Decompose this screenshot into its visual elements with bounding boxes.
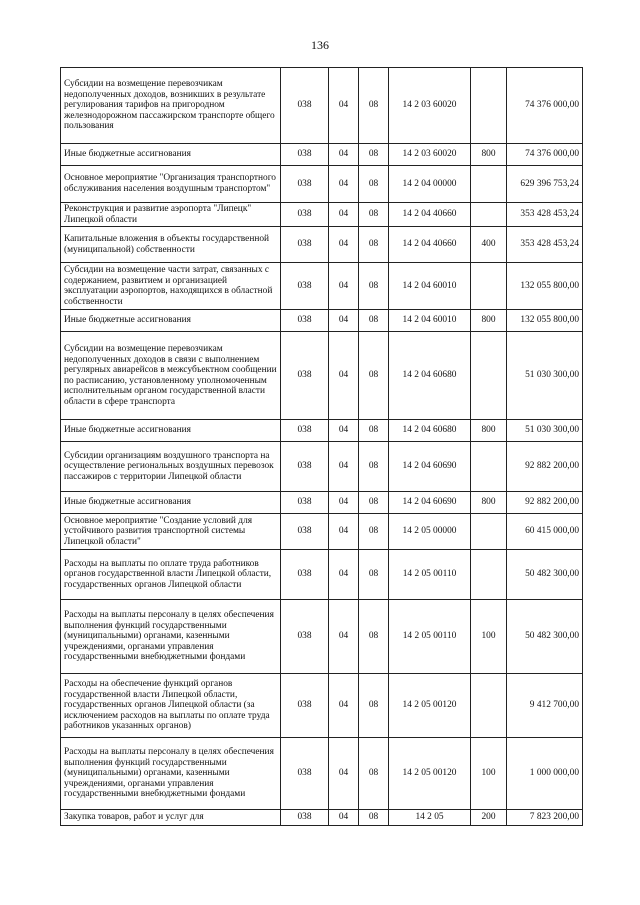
cell-sec: 04 xyxy=(329,514,359,550)
cell-csr: 14 2 05 00110 xyxy=(389,550,471,600)
cell-vr: 800 xyxy=(471,492,507,514)
cell-sum: 353 428 453,24 xyxy=(507,203,583,227)
cell-vr: 800 xyxy=(471,310,507,332)
cell-gr: 038 xyxy=(281,166,329,203)
cell-sum: 74 376 000,00 xyxy=(507,68,583,144)
cell-name: Расходы на обеспечение функций органов государственной власти Липецкой области, государственных органов Липецкой области (за исключением расходов на выплаты по оплате труда работников указанных органов) xyxy=(61,674,281,738)
cell-csr: 14 2 05 xyxy=(389,810,471,826)
cell-vr: 800 xyxy=(471,144,507,166)
cell-gr: 038 xyxy=(281,203,329,227)
cell-name: Иные бюджетные ассигнования xyxy=(61,310,281,332)
cell-sub: 08 xyxy=(359,420,389,442)
cell-csr: 14 2 04 60010 xyxy=(389,263,471,310)
cell-csr: 14 2 04 60680 xyxy=(389,420,471,442)
table-row xyxy=(61,514,583,550)
cell-sub: 08 xyxy=(359,738,389,810)
cell-sec: 04 xyxy=(329,68,359,144)
cell-gr: 038 xyxy=(281,227,329,263)
cell-name: Расходы на выплаты по оплате труда работников органов государственной власти Липецкой области, государственных органов Липецкой области xyxy=(61,550,281,600)
cell-sec: 04 xyxy=(329,263,359,310)
cell-gr: 038 xyxy=(281,263,329,310)
cell-sec: 04 xyxy=(329,492,359,514)
cell-vr xyxy=(471,203,507,227)
cell-gr: 038 xyxy=(281,674,329,738)
cell-gr: 038 xyxy=(281,332,329,420)
cell-name: Субсидии на возмещение части затрат, связанных с содержанием, развитием и организацией эксплуатации аэропортов, находящихся в областной собственности xyxy=(61,263,281,310)
page-number: 136 xyxy=(311,38,329,52)
cell-sec: 04 xyxy=(329,227,359,263)
cell-sum: 132 055 800,00 xyxy=(507,263,583,310)
cell-sub: 08 xyxy=(359,810,389,826)
cell-vr: 800 xyxy=(471,420,507,442)
table-row xyxy=(61,810,583,826)
table-row xyxy=(61,144,583,166)
cell-vr xyxy=(471,442,507,492)
cell-name: Закупка товаров, работ и услуг для xyxy=(61,810,281,826)
cell-csr: 14 2 04 40660 xyxy=(389,227,471,263)
cell-gr: 038 xyxy=(281,442,329,492)
table-row xyxy=(61,420,583,442)
cell-sec: 04 xyxy=(329,810,359,826)
cell-csr: 14 2 05 00110 xyxy=(389,600,471,674)
table-row xyxy=(61,600,583,674)
cell-sum: 629 396 753,24 xyxy=(507,166,583,203)
cell-name: Субсидии организациям воздушного транспорта на осуществление региональных воздушных перевозок пассажиров с территории Липецкой области xyxy=(61,442,281,492)
cell-vr xyxy=(471,332,507,420)
cell-sec: 04 xyxy=(329,332,359,420)
cell-sub: 08 xyxy=(359,600,389,674)
cell-gr: 038 xyxy=(281,144,329,166)
cell-gr: 038 xyxy=(281,738,329,810)
cell-sub: 08 xyxy=(359,203,389,227)
cell-sub: 08 xyxy=(359,68,389,144)
cell-gr: 038 xyxy=(281,550,329,600)
cell-vr xyxy=(471,514,507,550)
cell-sum: 50 482 300,00 xyxy=(507,600,583,674)
cell-sum: 7 823 200,00 xyxy=(507,810,583,826)
cell-sub: 08 xyxy=(359,166,389,203)
cell-sec: 04 xyxy=(329,674,359,738)
cell-sec: 04 xyxy=(329,442,359,492)
cell-csr: 14 2 05 00120 xyxy=(389,674,471,738)
cell-sub: 08 xyxy=(359,550,389,600)
cell-vr: 400 xyxy=(471,227,507,263)
table-row xyxy=(61,674,583,738)
cell-name: Расходы на выплаты персоналу в целях обеспечения выполнения функций государственными (муниципальными) органами, казенными учреждениями, органами управления государственными внебюджетными фондами xyxy=(61,738,281,810)
cell-csr: 14 2 04 60680 xyxy=(389,332,471,420)
table-row xyxy=(61,166,583,203)
table-row xyxy=(61,492,583,514)
cell-gr: 038 xyxy=(281,810,329,826)
cell-name: Субсидии на возмещение перевозчикам недополученных доходов, возникших в результате регулирования тарифов на пригородном железнодорожном пассажирском транспорте общего пользования xyxy=(61,68,281,144)
cell-name: Иные бюджетные ассигнования xyxy=(61,420,281,442)
cell-sum: 60 415 000,00 xyxy=(507,514,583,550)
cell-gr: 038 xyxy=(281,310,329,332)
table-row xyxy=(61,738,583,810)
table-row xyxy=(61,310,583,332)
table-row xyxy=(61,442,583,492)
cell-csr: 14 2 04 60690 xyxy=(389,492,471,514)
cell-name: Реконструкция и развитие аэропорта "Липецк" Липецкой области xyxy=(61,203,281,227)
cell-vr: 200 xyxy=(471,810,507,826)
cell-name: Расходы на выплаты персоналу в целях обеспечения выполнения функций государственными (муниципальными) органами, казенными учреждениями, органами управления государственными внебюджетными фондами xyxy=(61,600,281,674)
cell-sum: 51 030 300,00 xyxy=(507,332,583,420)
cell-sub: 08 xyxy=(359,227,389,263)
cell-sec: 04 xyxy=(329,600,359,674)
budget-table xyxy=(60,67,583,826)
table-row xyxy=(61,68,583,144)
cell-vr: 100 xyxy=(471,738,507,810)
table-row xyxy=(61,203,583,227)
cell-sum: 353 428 453,24 xyxy=(507,227,583,263)
cell-sub: 08 xyxy=(359,674,389,738)
cell-gr: 038 xyxy=(281,492,329,514)
cell-name: Иные бюджетные ассигнования xyxy=(61,144,281,166)
cell-name: Капитальные вложения в объекты государственной (муниципальной) собственности xyxy=(61,227,281,263)
cell-gr: 038 xyxy=(281,420,329,442)
table-row xyxy=(61,332,583,420)
cell-csr: 14 2 03 60020 xyxy=(389,68,471,144)
cell-name: Основное мероприятие "Создание условий для устойчивого развития транспортной системы Липецкой области" xyxy=(61,514,281,550)
cell-csr: 14 2 04 00000 xyxy=(389,166,471,203)
cell-sec: 04 xyxy=(329,203,359,227)
cell-csr: 14 2 05 00120 xyxy=(389,738,471,810)
cell-sum: 50 482 300,00 xyxy=(507,550,583,600)
cell-sec: 04 xyxy=(329,738,359,810)
cell-sum: 92 882 200,00 xyxy=(507,442,583,492)
cell-sum: 74 376 000,00 xyxy=(507,144,583,166)
table-row xyxy=(61,263,583,310)
cell-csr: 14 2 03 60020 xyxy=(389,144,471,166)
cell-sec: 04 xyxy=(329,550,359,600)
cell-name: Основное мероприятие "Организация транспортного обслуживания населения воздушным транспортом" xyxy=(61,166,281,203)
cell-sub: 08 xyxy=(359,144,389,166)
cell-sec: 04 xyxy=(329,144,359,166)
cell-vr xyxy=(471,166,507,203)
cell-csr: 14 2 04 60010 xyxy=(389,310,471,332)
cell-sec: 04 xyxy=(329,166,359,203)
cell-sub: 08 xyxy=(359,514,389,550)
table-row xyxy=(61,227,583,263)
cell-vr xyxy=(471,550,507,600)
cell-vr xyxy=(471,68,507,144)
cell-sum: 9 412 700,00 xyxy=(507,674,583,738)
cell-sum: 92 882 200,00 xyxy=(507,492,583,514)
cell-sub: 08 xyxy=(359,332,389,420)
cell-sub: 08 xyxy=(359,310,389,332)
cell-sum: 1 000 000,00 xyxy=(507,738,583,810)
cell-csr: 14 2 04 40660 xyxy=(389,203,471,227)
cell-name: Субсидии на возмещение перевозчикам недополученных доходов в связи с выполнением регулярных авиарейсов в межсубъектном сообщении по расписанию, установленному уполномоченным исполнительным органом государственной власти области в сфере транспорта xyxy=(61,332,281,420)
cell-gr: 038 xyxy=(281,600,329,674)
cell-sub: 08 xyxy=(359,442,389,492)
cell-csr: 14 2 04 60690 xyxy=(389,442,471,492)
cell-sec: 04 xyxy=(329,420,359,442)
cell-sec: 04 xyxy=(329,310,359,332)
cell-gr: 038 xyxy=(281,68,329,144)
cell-gr: 038 xyxy=(281,514,329,550)
cell-sub: 08 xyxy=(359,263,389,310)
cell-name: Иные бюджетные ассигнования xyxy=(61,492,281,514)
cell-sum: 51 030 300,00 xyxy=(507,420,583,442)
cell-sum: 132 055 800,00 xyxy=(507,310,583,332)
table-row xyxy=(61,550,583,600)
cell-vr xyxy=(471,674,507,738)
cell-vr xyxy=(471,263,507,310)
cell-vr: 100 xyxy=(471,600,507,674)
cell-csr: 14 2 05 00000 xyxy=(389,514,471,550)
cell-sub: 08 xyxy=(359,492,389,514)
